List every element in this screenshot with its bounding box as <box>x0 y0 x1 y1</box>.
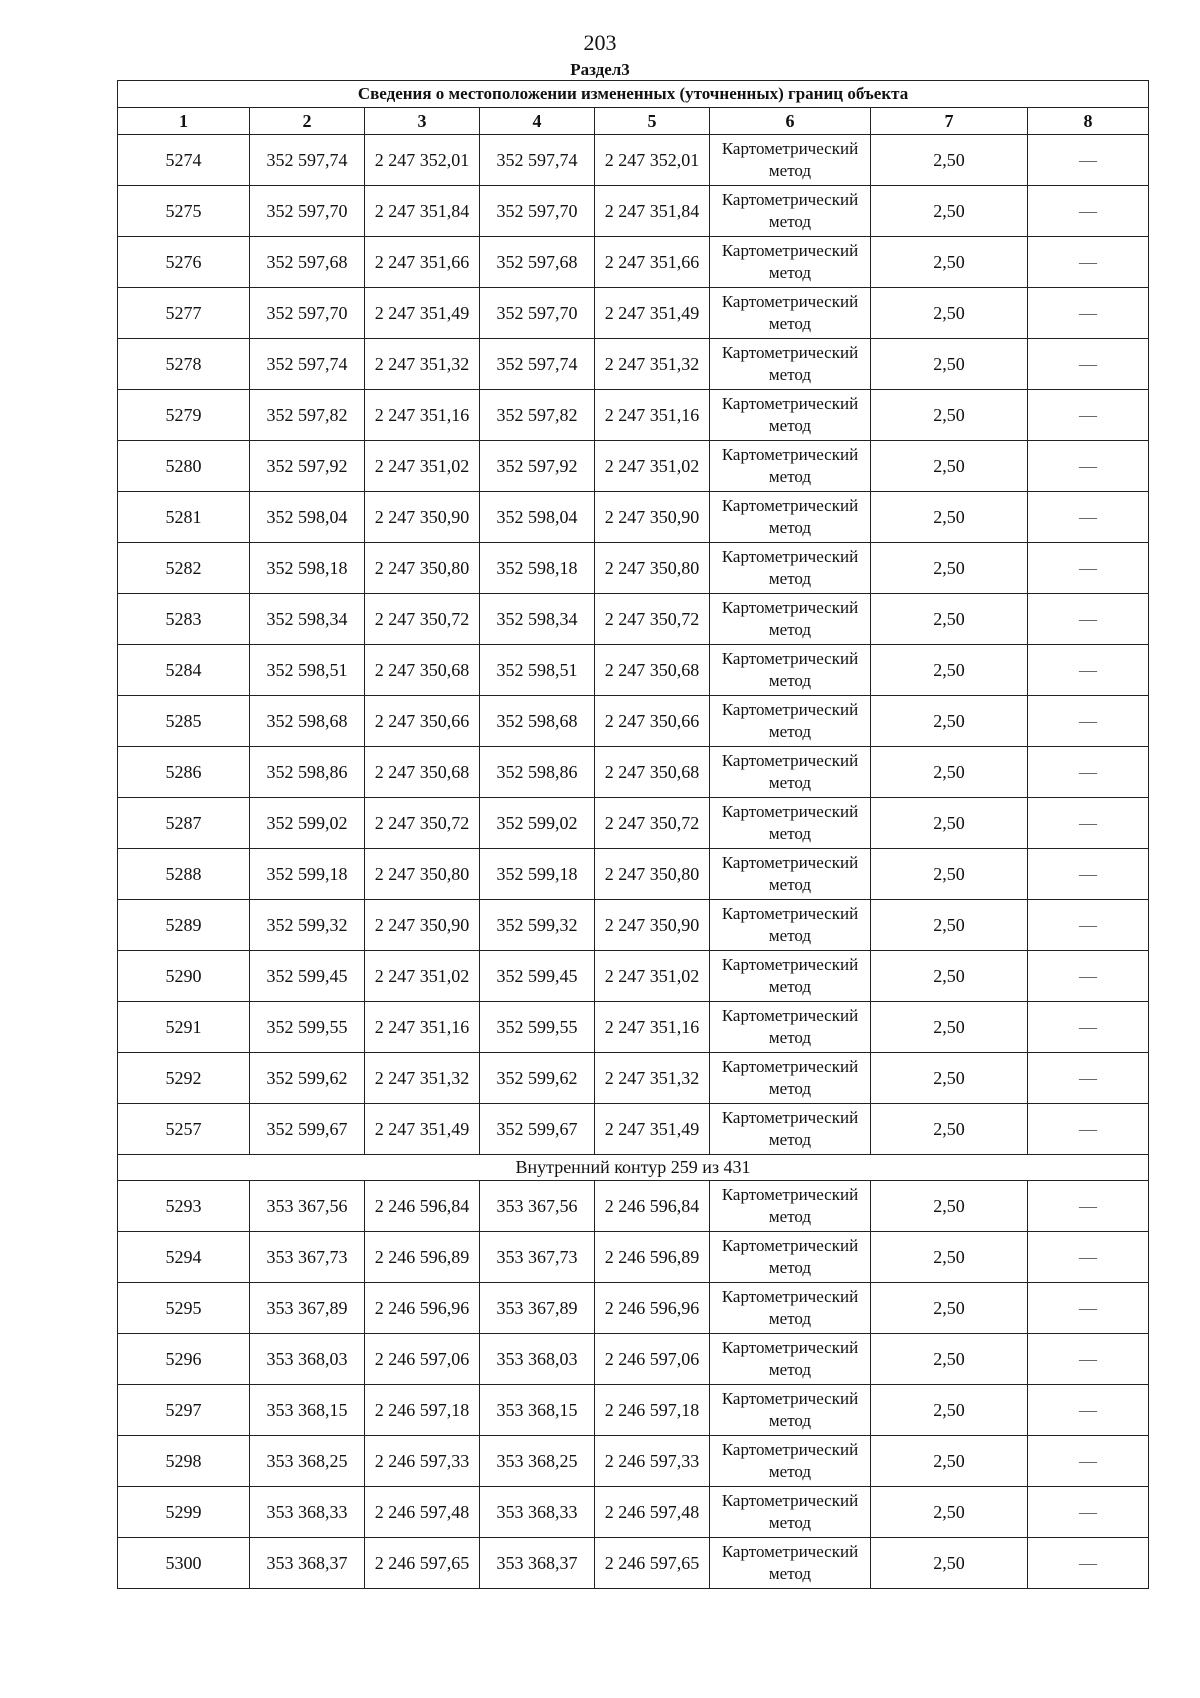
table-cell-col-6: Картометрический метод <box>710 951 871 1002</box>
table-cell-col-2: 352 597,68 <box>250 237 365 288</box>
table-cell-col-4: 352 598,51 <box>480 645 595 696</box>
table-cell-col-5: 2 247 350,80 <box>595 849 710 900</box>
table-cell-col-5: 2 247 351,66 <box>595 237 710 288</box>
table-cell-col-6: Картометрический метод <box>710 339 871 390</box>
table-cell-col-7: 2,50 <box>871 849 1028 900</box>
table-cell-col-2: 352 597,82 <box>250 390 365 441</box>
table-cell-col-6: Картометрический метод <box>710 237 871 288</box>
table-cell-col-4: 352 597,70 <box>480 288 595 339</box>
table-cell-col-1: 5276 <box>118 237 250 288</box>
table-cell-col-7: 2,50 <box>871 1385 1028 1436</box>
table-cell-col-8: — <box>1028 849 1149 900</box>
table-cell-col-4: 352 597,92 <box>480 441 595 492</box>
table-cell-col-3: 2 247 350,66 <box>365 696 480 747</box>
table-cell-col-8: — <box>1028 747 1149 798</box>
table-row <box>118 1283 1149 1334</box>
table-cell-col-2: 352 598,34 <box>250 594 365 645</box>
table-cell-col-1: 5283 <box>118 594 250 645</box>
table-cell-col-6: Картометрический метод <box>710 798 871 849</box>
table-cell-col-8: — <box>1028 1487 1149 1538</box>
table-row <box>118 1334 1149 1385</box>
table-cell-col-3: 2 247 350,72 <box>365 798 480 849</box>
table-cell-col-8: — <box>1028 1181 1149 1232</box>
table-cell-col-1: 5281 <box>118 492 250 543</box>
table-row <box>118 1487 1149 1538</box>
table-cell-col-3: 2 247 350,68 <box>365 747 480 798</box>
table-cell-col-1: 5280 <box>118 441 250 492</box>
table-cell-col-2: 353 367,73 <box>250 1232 365 1283</box>
table-cell-col-5: 2 247 350,72 <box>595 594 710 645</box>
table-row <box>118 288 1149 339</box>
table-cell-col-5: 2 246 597,33 <box>595 1436 710 1487</box>
table-cell-col-4: 352 597,74 <box>480 339 595 390</box>
page-number: 203 <box>583 30 617 55</box>
table-row <box>118 543 1149 594</box>
table-cell-col-2: 352 597,70 <box>250 186 365 237</box>
table-cell-col-2: 352 597,70 <box>250 288 365 339</box>
table-cell-col-4: 352 599,18 <box>480 849 595 900</box>
table-cell-col-4: 352 598,34 <box>480 594 595 645</box>
table-cell-col-6: Картометрический метод <box>710 1002 871 1053</box>
table-cell-col-6: Картометрический метод <box>710 696 871 747</box>
table-cell-col-6: Картометрический метод <box>710 390 871 441</box>
table-cell-col-4: 352 599,02 <box>480 798 595 849</box>
table-cell-col-7: 2,50 <box>871 1232 1028 1283</box>
table-row <box>118 237 1149 288</box>
table-cell-col-5: 2 247 350,68 <box>595 747 710 798</box>
table-cell-col-3: 2 247 350,80 <box>365 543 480 594</box>
table-cell-col-1: 5275 <box>118 186 250 237</box>
table-row <box>118 1232 1149 1283</box>
table-cell-col-4: 352 597,68 <box>480 237 595 288</box>
table-cell-col-2: 353 367,56 <box>250 1181 365 1232</box>
table-cell-col-3: 2 247 351,02 <box>365 951 480 1002</box>
table-cell-col-1: 5277 <box>118 288 250 339</box>
table-cell-col-8: — <box>1028 798 1149 849</box>
table-cell-col-1: 5285 <box>118 696 250 747</box>
table-cell-col-6: Картометрический метод <box>710 186 871 237</box>
table-cell-col-7: 2,50 <box>871 951 1028 1002</box>
column-header: 3 <box>365 108 480 135</box>
table-cell-col-7: 2,50 <box>871 900 1028 951</box>
table-cell-col-7: 2,50 <box>871 1181 1028 1232</box>
table-cell-col-6: Картометрический метод <box>710 1104 871 1155</box>
table-cell-col-3: 2 247 350,80 <box>365 849 480 900</box>
boundary-coordinates-table <box>117 80 1149 1589</box>
table-cell-col-1: 5299 <box>118 1487 250 1538</box>
table-cell-col-5: 2 247 350,68 <box>595 645 710 696</box>
table-cell-col-2: 352 599,45 <box>250 951 365 1002</box>
table-cell-col-8: — <box>1028 390 1149 441</box>
table-cell-col-2: 353 368,37 <box>250 1538 365 1589</box>
table-cell-col-4: 353 368,25 <box>480 1436 595 1487</box>
table-cell-col-8: — <box>1028 339 1149 390</box>
table-cell-col-8: — <box>1028 1053 1149 1104</box>
table-cell-col-5: 2 247 350,66 <box>595 696 710 747</box>
table-cell-col-1: 5279 <box>118 390 250 441</box>
contour-label: Внутренний контур 259 из 431 <box>118 1155 1149 1181</box>
table-cell-col-8: — <box>1028 135 1149 186</box>
table-cell-col-3: 2 247 351,66 <box>365 237 480 288</box>
table-cell-col-2: 352 598,04 <box>250 492 365 543</box>
table-cell-col-5: 2 247 351,02 <box>595 951 710 1002</box>
table-cell-col-1: 5284 <box>118 645 250 696</box>
table-cell-col-5: 2 247 351,84 <box>595 186 710 237</box>
table-row <box>118 645 1149 696</box>
table-row <box>118 900 1149 951</box>
table-cell-col-1: 5293 <box>118 1181 250 1232</box>
table-body-inner-contour <box>118 1181 1149 1589</box>
table-cell-col-3: 2 246 596,96 <box>365 1283 480 1334</box>
table-cell-col-7: 2,50 <box>871 390 1028 441</box>
table-row <box>118 135 1149 186</box>
table-cell-col-7: 2,50 <box>871 747 1028 798</box>
table-cell-col-6: Картометрический метод <box>710 543 871 594</box>
table-cell-col-1: 5295 <box>118 1283 250 1334</box>
table-row <box>118 696 1149 747</box>
table-cell-col-3: 2 247 351,32 <box>365 339 480 390</box>
table-cell-col-8: — <box>1028 696 1149 747</box>
table-cell-col-3: 2 247 351,16 <box>365 390 480 441</box>
table-cell-col-2: 352 597,74 <box>250 135 365 186</box>
table-cell-col-7: 2,50 <box>871 186 1028 237</box>
table-cell-col-1: 5298 <box>118 1436 250 1487</box>
table-cell-col-5: 2 246 596,96 <box>595 1283 710 1334</box>
table-cell-col-8: — <box>1028 1232 1149 1283</box>
table-cell-col-4: 352 597,74 <box>480 135 595 186</box>
table-cell-col-3: 2 246 597,65 <box>365 1538 480 1589</box>
section-label: Раздел3 <box>570 60 630 79</box>
table-cell-col-2: 352 598,18 <box>250 543 365 594</box>
table-cell-col-7: 2,50 <box>871 1002 1028 1053</box>
table-row <box>118 798 1149 849</box>
table-cell-col-4: 353 368,15 <box>480 1385 595 1436</box>
contour-label-row <box>118 1155 1149 1181</box>
table-cell-col-5: 2 247 351,32 <box>595 339 710 390</box>
table-row <box>118 951 1149 1002</box>
table-cell-col-6: Картометрический метод <box>710 1053 871 1104</box>
table-cell-col-4: 352 599,62 <box>480 1053 595 1104</box>
table-cell-col-5: 2 247 350,72 <box>595 798 710 849</box>
table-cell-col-1: 5300 <box>118 1538 250 1589</box>
table-cell-col-5: 2 246 596,84 <box>595 1181 710 1232</box>
table-cell-col-3: 2 246 596,84 <box>365 1181 480 1232</box>
table-cell-col-1: 5278 <box>118 339 250 390</box>
table-title: Сведения о местоположении измененных (уточненных) границ объекта <box>118 81 1149 108</box>
column-header: 1 <box>118 108 250 135</box>
table-cell-col-7: 2,50 <box>871 645 1028 696</box>
table-cell-col-8: — <box>1028 1538 1149 1589</box>
table-cell-col-1: 5292 <box>118 1053 250 1104</box>
table-cell-col-7: 2,50 <box>871 339 1028 390</box>
table-cell-col-1: 5297 <box>118 1385 250 1436</box>
table-cell-col-3: 2 246 597,33 <box>365 1436 480 1487</box>
table-cell-col-3: 2 246 597,06 <box>365 1334 480 1385</box>
table-cell-col-3: 2 247 351,16 <box>365 1002 480 1053</box>
table-cell-col-2: 352 599,67 <box>250 1104 365 1155</box>
table-cell-col-4: 352 599,45 <box>480 951 595 1002</box>
table-cell-col-2: 352 597,92 <box>250 441 365 492</box>
table-cell-col-6: Картометрический метод <box>710 1436 871 1487</box>
column-header: 2 <box>250 108 365 135</box>
table-cell-col-2: 352 599,55 <box>250 1002 365 1053</box>
table-cell-col-4: 353 367,56 <box>480 1181 595 1232</box>
table-cell-col-8: — <box>1028 237 1149 288</box>
table-cell-col-6: Картометрический метод <box>710 1538 871 1589</box>
table-cell-col-2: 352 598,68 <box>250 696 365 747</box>
table-cell-col-7: 2,50 <box>871 1283 1028 1334</box>
column-header: 5 <box>595 108 710 135</box>
table-cell-col-8: — <box>1028 951 1149 1002</box>
table-row <box>118 441 1149 492</box>
table-cell-col-1: 5288 <box>118 849 250 900</box>
table-cell-col-6: Картометрический метод <box>710 1181 871 1232</box>
table-row <box>118 1385 1149 1436</box>
table-cell-col-5: 2 247 351,49 <box>595 1104 710 1155</box>
table-row <box>118 186 1149 237</box>
table-cell-col-4: 352 599,67 <box>480 1104 595 1155</box>
table-cell-col-1: 5282 <box>118 543 250 594</box>
table-cell-col-3: 2 247 351,32 <box>365 1053 480 1104</box>
table-row <box>118 492 1149 543</box>
table-cell-col-7: 2,50 <box>871 696 1028 747</box>
table-cell-col-4: 352 597,70 <box>480 186 595 237</box>
table-cell-col-4: 352 599,32 <box>480 900 595 951</box>
table-cell-col-6: Картометрический метод <box>710 849 871 900</box>
table-cell-col-2: 352 599,18 <box>250 849 365 900</box>
table-cell-col-6: Картометрический метод <box>710 492 871 543</box>
table-cell-col-8: — <box>1028 492 1149 543</box>
table-cell-col-2: 353 368,25 <box>250 1436 365 1487</box>
table-cell-col-5: 2 247 351,02 <box>595 441 710 492</box>
table-cell-col-2: 352 599,02 <box>250 798 365 849</box>
table-cell-col-5: 2 246 596,89 <box>595 1232 710 1283</box>
table-cell-col-6: Картометрический метод <box>710 1487 871 1538</box>
table-row <box>118 339 1149 390</box>
table-cell-col-7: 2,50 <box>871 441 1028 492</box>
table-cell-col-5: 2 247 351,49 <box>595 288 710 339</box>
table-cell-col-5: 2 247 352,01 <box>595 135 710 186</box>
table-cell-col-3: 2 247 350,90 <box>365 900 480 951</box>
column-header: 4 <box>480 108 595 135</box>
table-cell-col-3: 2 246 597,18 <box>365 1385 480 1436</box>
table-cell-col-6: Картометрический метод <box>710 441 871 492</box>
table-row <box>118 1436 1149 1487</box>
column-header: 6 <box>710 108 871 135</box>
table-cell-col-5: 2 246 597,18 <box>595 1385 710 1436</box>
table-cell-col-8: — <box>1028 1334 1149 1385</box>
table-cell-col-4: 352 599,55 <box>480 1002 595 1053</box>
table-cell-col-4: 352 598,68 <box>480 696 595 747</box>
table-cell-col-6: Картометрический метод <box>710 645 871 696</box>
table-cell-col-7: 2,50 <box>871 543 1028 594</box>
table-cell-col-7: 2,50 <box>871 1334 1028 1385</box>
table-cell-col-6: Картометрический метод <box>710 1283 871 1334</box>
table-cell-col-4: 352 598,86 <box>480 747 595 798</box>
table-body-contour-label <box>118 1155 1149 1181</box>
table-cell-col-6: Картометрический метод <box>710 288 871 339</box>
table-cell-col-5: 2 246 597,65 <box>595 1538 710 1589</box>
table-cell-col-2: 352 597,74 <box>250 339 365 390</box>
table-cell-col-6: Картометрический метод <box>710 900 871 951</box>
table-cell-col-3: 2 247 351,02 <box>365 441 480 492</box>
table-cell-col-8: — <box>1028 1436 1149 1487</box>
table-cell-col-4: 353 367,73 <box>480 1232 595 1283</box>
table-cell-col-3: 2 247 351,84 <box>365 186 480 237</box>
table-body-outer-contour <box>118 135 1149 1155</box>
table-cell-col-2: 353 368,33 <box>250 1487 365 1538</box>
table-cell-col-7: 2,50 <box>871 492 1028 543</box>
table-cell-col-1: 5296 <box>118 1334 250 1385</box>
table-cell-col-4: 353 367,89 <box>480 1283 595 1334</box>
table-cell-col-5: 2 247 351,16 <box>595 1002 710 1053</box>
table-cell-col-1: 5289 <box>118 900 250 951</box>
table-cell-col-3: 2 247 350,72 <box>365 594 480 645</box>
table-cell-col-1: 5294 <box>118 1232 250 1283</box>
table-cell-col-2: 353 367,89 <box>250 1283 365 1334</box>
table-cell-col-4: 353 368,33 <box>480 1487 595 1538</box>
table-cell-col-5: 2 247 351,32 <box>595 1053 710 1104</box>
table-cell-col-3: 2 247 351,49 <box>365 288 480 339</box>
table-cell-col-5: 2 247 351,16 <box>595 390 710 441</box>
table-row <box>118 594 1149 645</box>
table-cell-col-3: 2 247 351,49 <box>365 1104 480 1155</box>
table-cell-col-8: — <box>1028 1104 1149 1155</box>
table-cell-col-6: Картометрический метод <box>710 747 871 798</box>
table-cell-col-1: 5287 <box>118 798 250 849</box>
column-header: 7 <box>871 108 1028 135</box>
table-row <box>118 1053 1149 1104</box>
column-header-row <box>118 108 1149 135</box>
table-cell-col-1: 5290 <box>118 951 250 1002</box>
table-cell-col-6: Картометрический метод <box>710 1334 871 1385</box>
table-cell-col-1: 5274 <box>118 135 250 186</box>
table-cell-col-6: Картометрический метод <box>710 594 871 645</box>
table-cell-col-5: 2 246 597,48 <box>595 1487 710 1538</box>
table-row <box>118 1538 1149 1589</box>
table-cell-col-5: 2 247 350,80 <box>595 543 710 594</box>
table-cell-col-7: 2,50 <box>871 1436 1028 1487</box>
table-cell-col-8: — <box>1028 288 1149 339</box>
table-cell-col-3: 2 247 350,90 <box>365 492 480 543</box>
table-cell-col-3: 2 246 597,48 <box>365 1487 480 1538</box>
table-cell-col-5: 2 247 350,90 <box>595 900 710 951</box>
table-row <box>118 849 1149 900</box>
table-cell-col-1: 5291 <box>118 1002 250 1053</box>
table-cell-col-7: 2,50 <box>871 798 1028 849</box>
table-cell-col-8: — <box>1028 645 1149 696</box>
table-cell-col-7: 2,50 <box>871 237 1028 288</box>
table-cell-col-7: 2,50 <box>871 1538 1028 1589</box>
table-cell-col-8: — <box>1028 900 1149 951</box>
table-cell-col-2: 353 368,03 <box>250 1334 365 1385</box>
table-cell-col-5: 2 247 350,90 <box>595 492 710 543</box>
table-cell-col-7: 2,50 <box>871 594 1028 645</box>
table-cell-col-8: — <box>1028 441 1149 492</box>
table-cell-col-2: 352 598,51 <box>250 645 365 696</box>
table-cell-col-2: 352 598,86 <box>250 747 365 798</box>
table-cell-col-6: Картометрический метод <box>710 1232 871 1283</box>
table-cell-col-4: 352 598,04 <box>480 492 595 543</box>
table-cell-col-2: 352 599,62 <box>250 1053 365 1104</box>
table-cell-col-1: 5286 <box>118 747 250 798</box>
table-cell-col-5: 2 246 597,06 <box>595 1334 710 1385</box>
table-cell-col-7: 2,50 <box>871 1104 1028 1155</box>
table-cell-col-3: 2 247 350,68 <box>365 645 480 696</box>
table-cell-col-8: — <box>1028 543 1149 594</box>
table-cell-col-8: — <box>1028 1385 1149 1436</box>
table-title-row <box>118 81 1149 108</box>
table-cell-col-7: 2,50 <box>871 135 1028 186</box>
table-cell-col-8: — <box>1028 1283 1149 1334</box>
table-row <box>118 1002 1149 1053</box>
table-cell-col-3: 2 247 352,01 <box>365 135 480 186</box>
table-cell-col-1: 5257 <box>118 1104 250 1155</box>
table-cell-col-7: 2,50 <box>871 1053 1028 1104</box>
table-cell-col-4: 353 368,37 <box>480 1538 595 1589</box>
table-cell-col-7: 2,50 <box>871 1487 1028 1538</box>
table-cell-col-8: — <box>1028 594 1149 645</box>
table-row <box>118 390 1149 441</box>
table-cell-col-6: Картометрический метод <box>710 135 871 186</box>
table-cell-col-2: 352 599,32 <box>250 900 365 951</box>
table-cell-col-8: — <box>1028 186 1149 237</box>
column-header: 8 <box>1028 108 1149 135</box>
table-cell-col-2: 353 368,15 <box>250 1385 365 1436</box>
table-cell-col-8: — <box>1028 1002 1149 1053</box>
table-cell-col-4: 352 598,18 <box>480 543 595 594</box>
table-cell-col-4: 353 368,03 <box>480 1334 595 1385</box>
table-row <box>118 1104 1149 1155</box>
table-cell-col-6: Картометрический метод <box>710 1385 871 1436</box>
table-cell-col-3: 2 246 596,89 <box>365 1232 480 1283</box>
table-cell-col-7: 2,50 <box>871 288 1028 339</box>
table-cell-col-4: 352 597,82 <box>480 390 595 441</box>
table-row <box>118 747 1149 798</box>
table-row <box>118 1181 1149 1232</box>
